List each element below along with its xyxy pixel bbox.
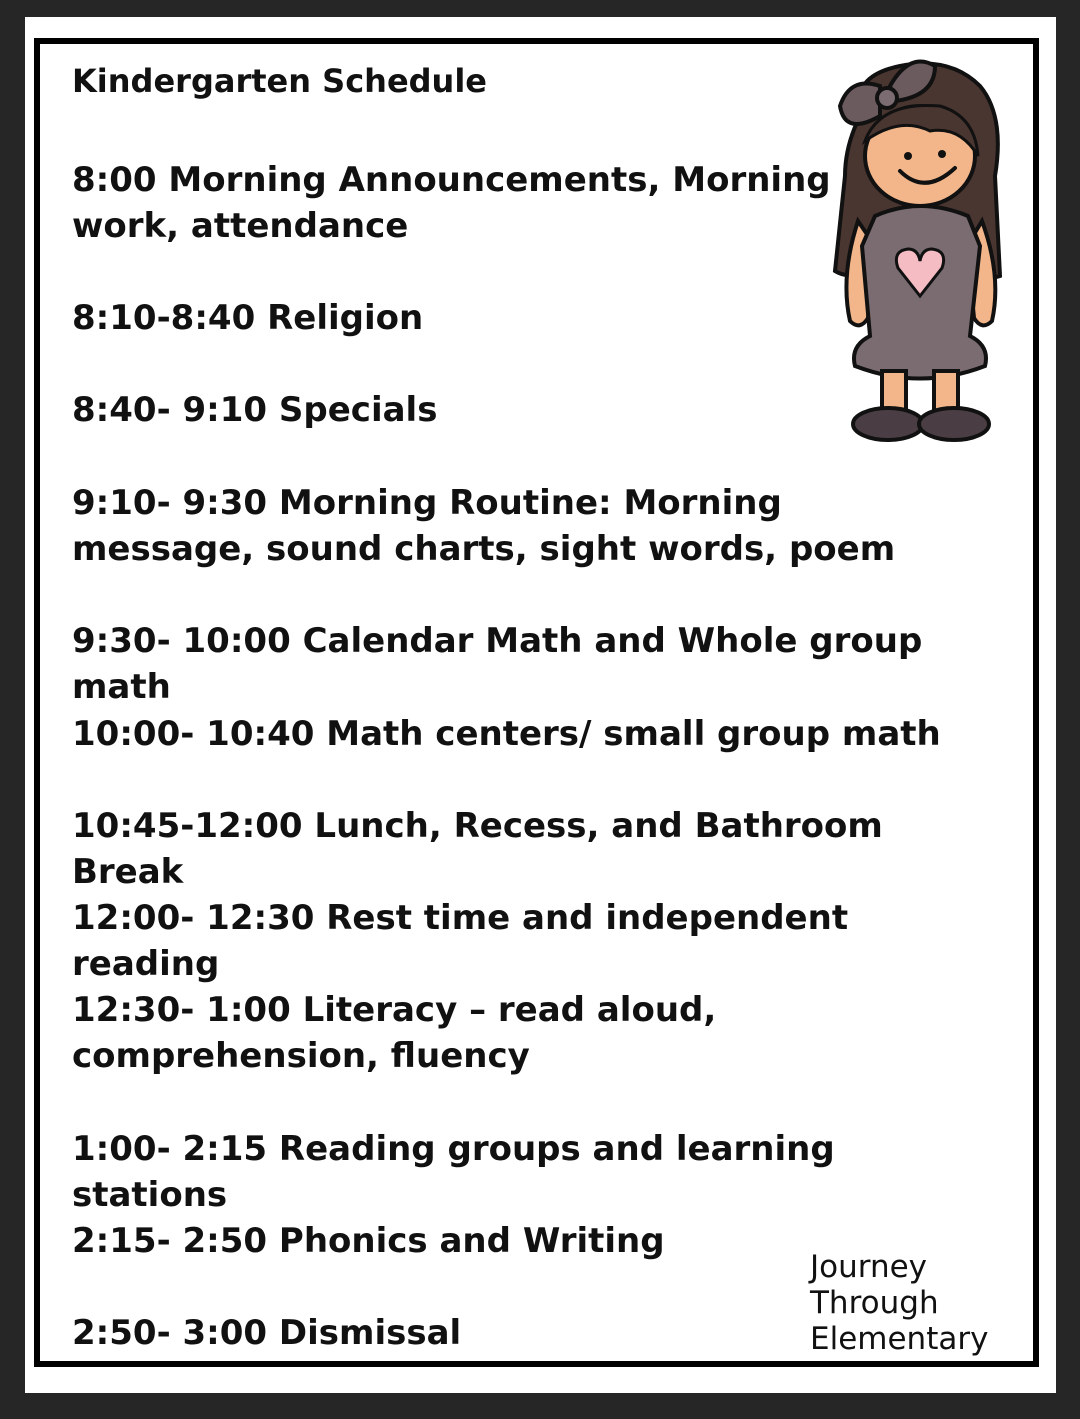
brand-line: Journey — [810, 1249, 928, 1285]
schedule-frame — [34, 38, 1039, 1367]
girl-clipart-illustration — [820, 46, 1020, 446]
schedule-item: 2:15- 2:50 Phonics and Writing — [72, 1221, 665, 1261]
schedule-item: 9:10- 9:30 Morning Routine: Morning message, sound charts, sight words, poem — [72, 483, 896, 569]
schedule-item: 8:40- 9:10 Specials — [72, 390, 438, 430]
schedule-item: 10:00- 10:40 Math centers/ small group math — [72, 714, 941, 754]
brand-line: Through — [810, 1285, 939, 1321]
brand-line: Elementary — [810, 1321, 989, 1357]
schedule-item: 2:50- 3:00 Dismissal — [72, 1313, 462, 1353]
schedule-item: 10:45-12:00 Lunch, Recess, and Bathroom Break — [72, 806, 883, 892]
page-sheet — [25, 17, 1056, 1393]
schedule-item: 9:30- 10:00 Calendar Math and Whole group math — [72, 621, 923, 707]
page-title: Kindergarten Schedule — [72, 62, 487, 100]
schedule-item: 12:30- 1:00 Literacy – read aloud, comprehension, fluency — [72, 990, 717, 1076]
schedule-item: 8:10-8:40 Religion — [72, 298, 424, 338]
brand-logo-text — [810, 1249, 988, 1357]
schedule-item: 8:00 Morning Announcements, Morning work, attendance — [72, 160, 831, 246]
schedule-item: 1:00- 2:15 Reading groups and learning stations — [72, 1129, 835, 1215]
schedule-item: 12:00- 12:30 Rest time and independent reading — [72, 898, 849, 984]
